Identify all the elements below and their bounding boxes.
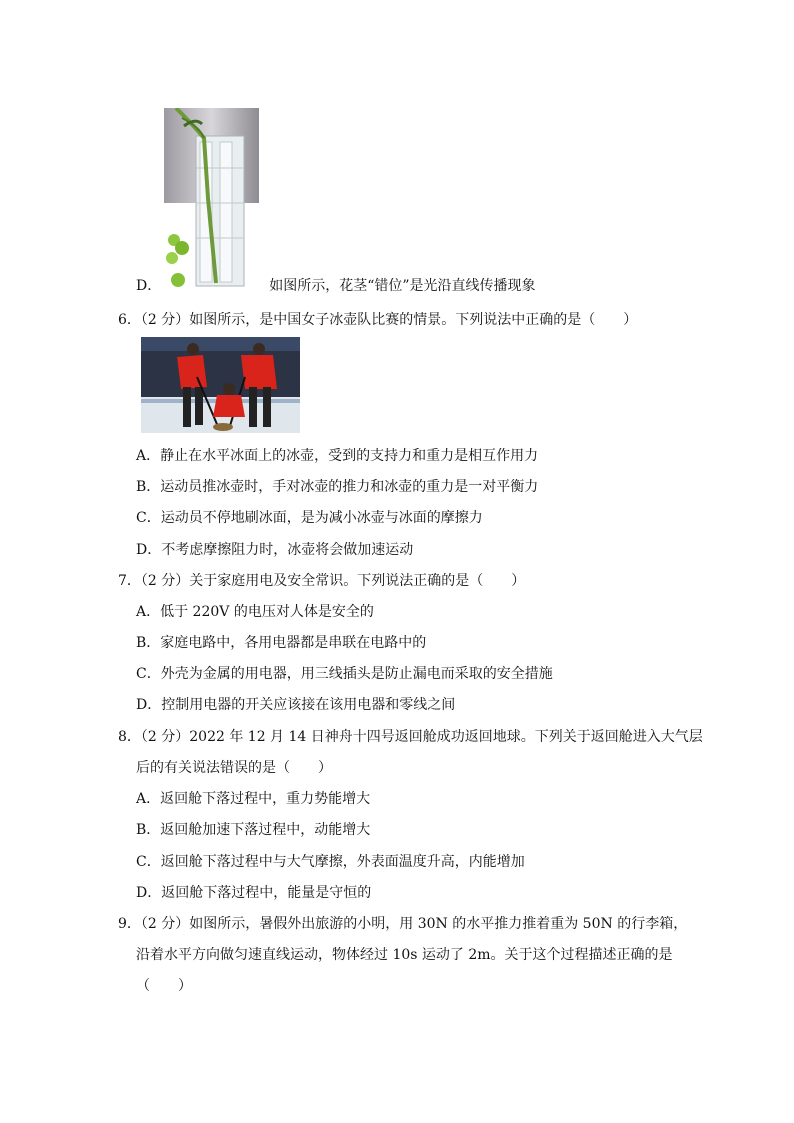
q8-option-d: D．返回舱下落过程中，能量是守恒的 [136, 885, 372, 901]
q7-option-a: A．低于 220V 的电压对人体是安全的 [136, 604, 374, 620]
q6-stem: 6．（2 分）如图所示，是中国女子冰壶队比赛的情景。下列说法中正确的是（ ） [118, 312, 638, 328]
q6-option-b: B．运动员推冰壶时，手对冰壶的推力和冰壶的重力是一对平衡力 [136, 479, 539, 495]
q6-option-a: A．静止在水平冰面上的冰壶，受到的支持力和重力是相互作用力 [136, 448, 539, 464]
q8-option-c: C．返回舱下落过程中与大气摩擦，外表面温度升高，内能增加 [136, 854, 525, 870]
q9-stem-line1: 9．（2 分）如图所示，暑假外出旅游的小明，用 30N 的水平推力推着重为 50N 的行李箱， [118, 916, 688, 932]
q7-option-d: D．控制用电器的开关应该接在该用电器和零线之间 [136, 697, 456, 713]
q9-stem-line3: （ ） [136, 978, 192, 994]
q8-option-a: A．返回舱下落过程中，重力势能增大 [136, 791, 371, 807]
q6-option-d: D．不考虑摩擦阻力时，冰壶将会做加速运动 [136, 542, 414, 558]
q5-option-d-label: D． [136, 278, 162, 294]
q6-option-c: C．运动员不停地刷冰面，是为减小冰壶与冰面的摩擦力 [136, 510, 483, 526]
q5-option-d-text: 如图所示，花茎“错位”是光沿直线传播现象 [269, 278, 536, 294]
q5-option-d [136, 276, 536, 296]
vase-flower-stem-image [164, 108, 259, 288]
q8-stem-line1: 8．（2 分）2022 年 12 月 14 日神舟十四号返回舱成功返回地球。下列关于返回舱进入大气层 [118, 729, 703, 745]
q7-option-b: B．家庭电路中，各用电器都是串联在电路中的 [136, 635, 427, 651]
q8-stem-line2: 后的有关说法错误的是（ ） [136, 760, 332, 776]
q8-option-b: B．返回舱加速下落过程中，动能增大 [136, 822, 371, 838]
q9-stem-line2: 沿着水平方向做匀速直线运动，物体经过 10s 运动了 2m。关于这个过程描述正确的是 [136, 947, 673, 963]
q7-stem: 7．（2 分）关于家庭用电及安全常识。下列说法正确的是（ ） [118, 573, 526, 589]
curling-team-image [141, 337, 300, 433]
q7-option-c: C．外壳为金属的用电器，用三线插头是防止漏电而采取的安全措施 [136, 666, 553, 682]
